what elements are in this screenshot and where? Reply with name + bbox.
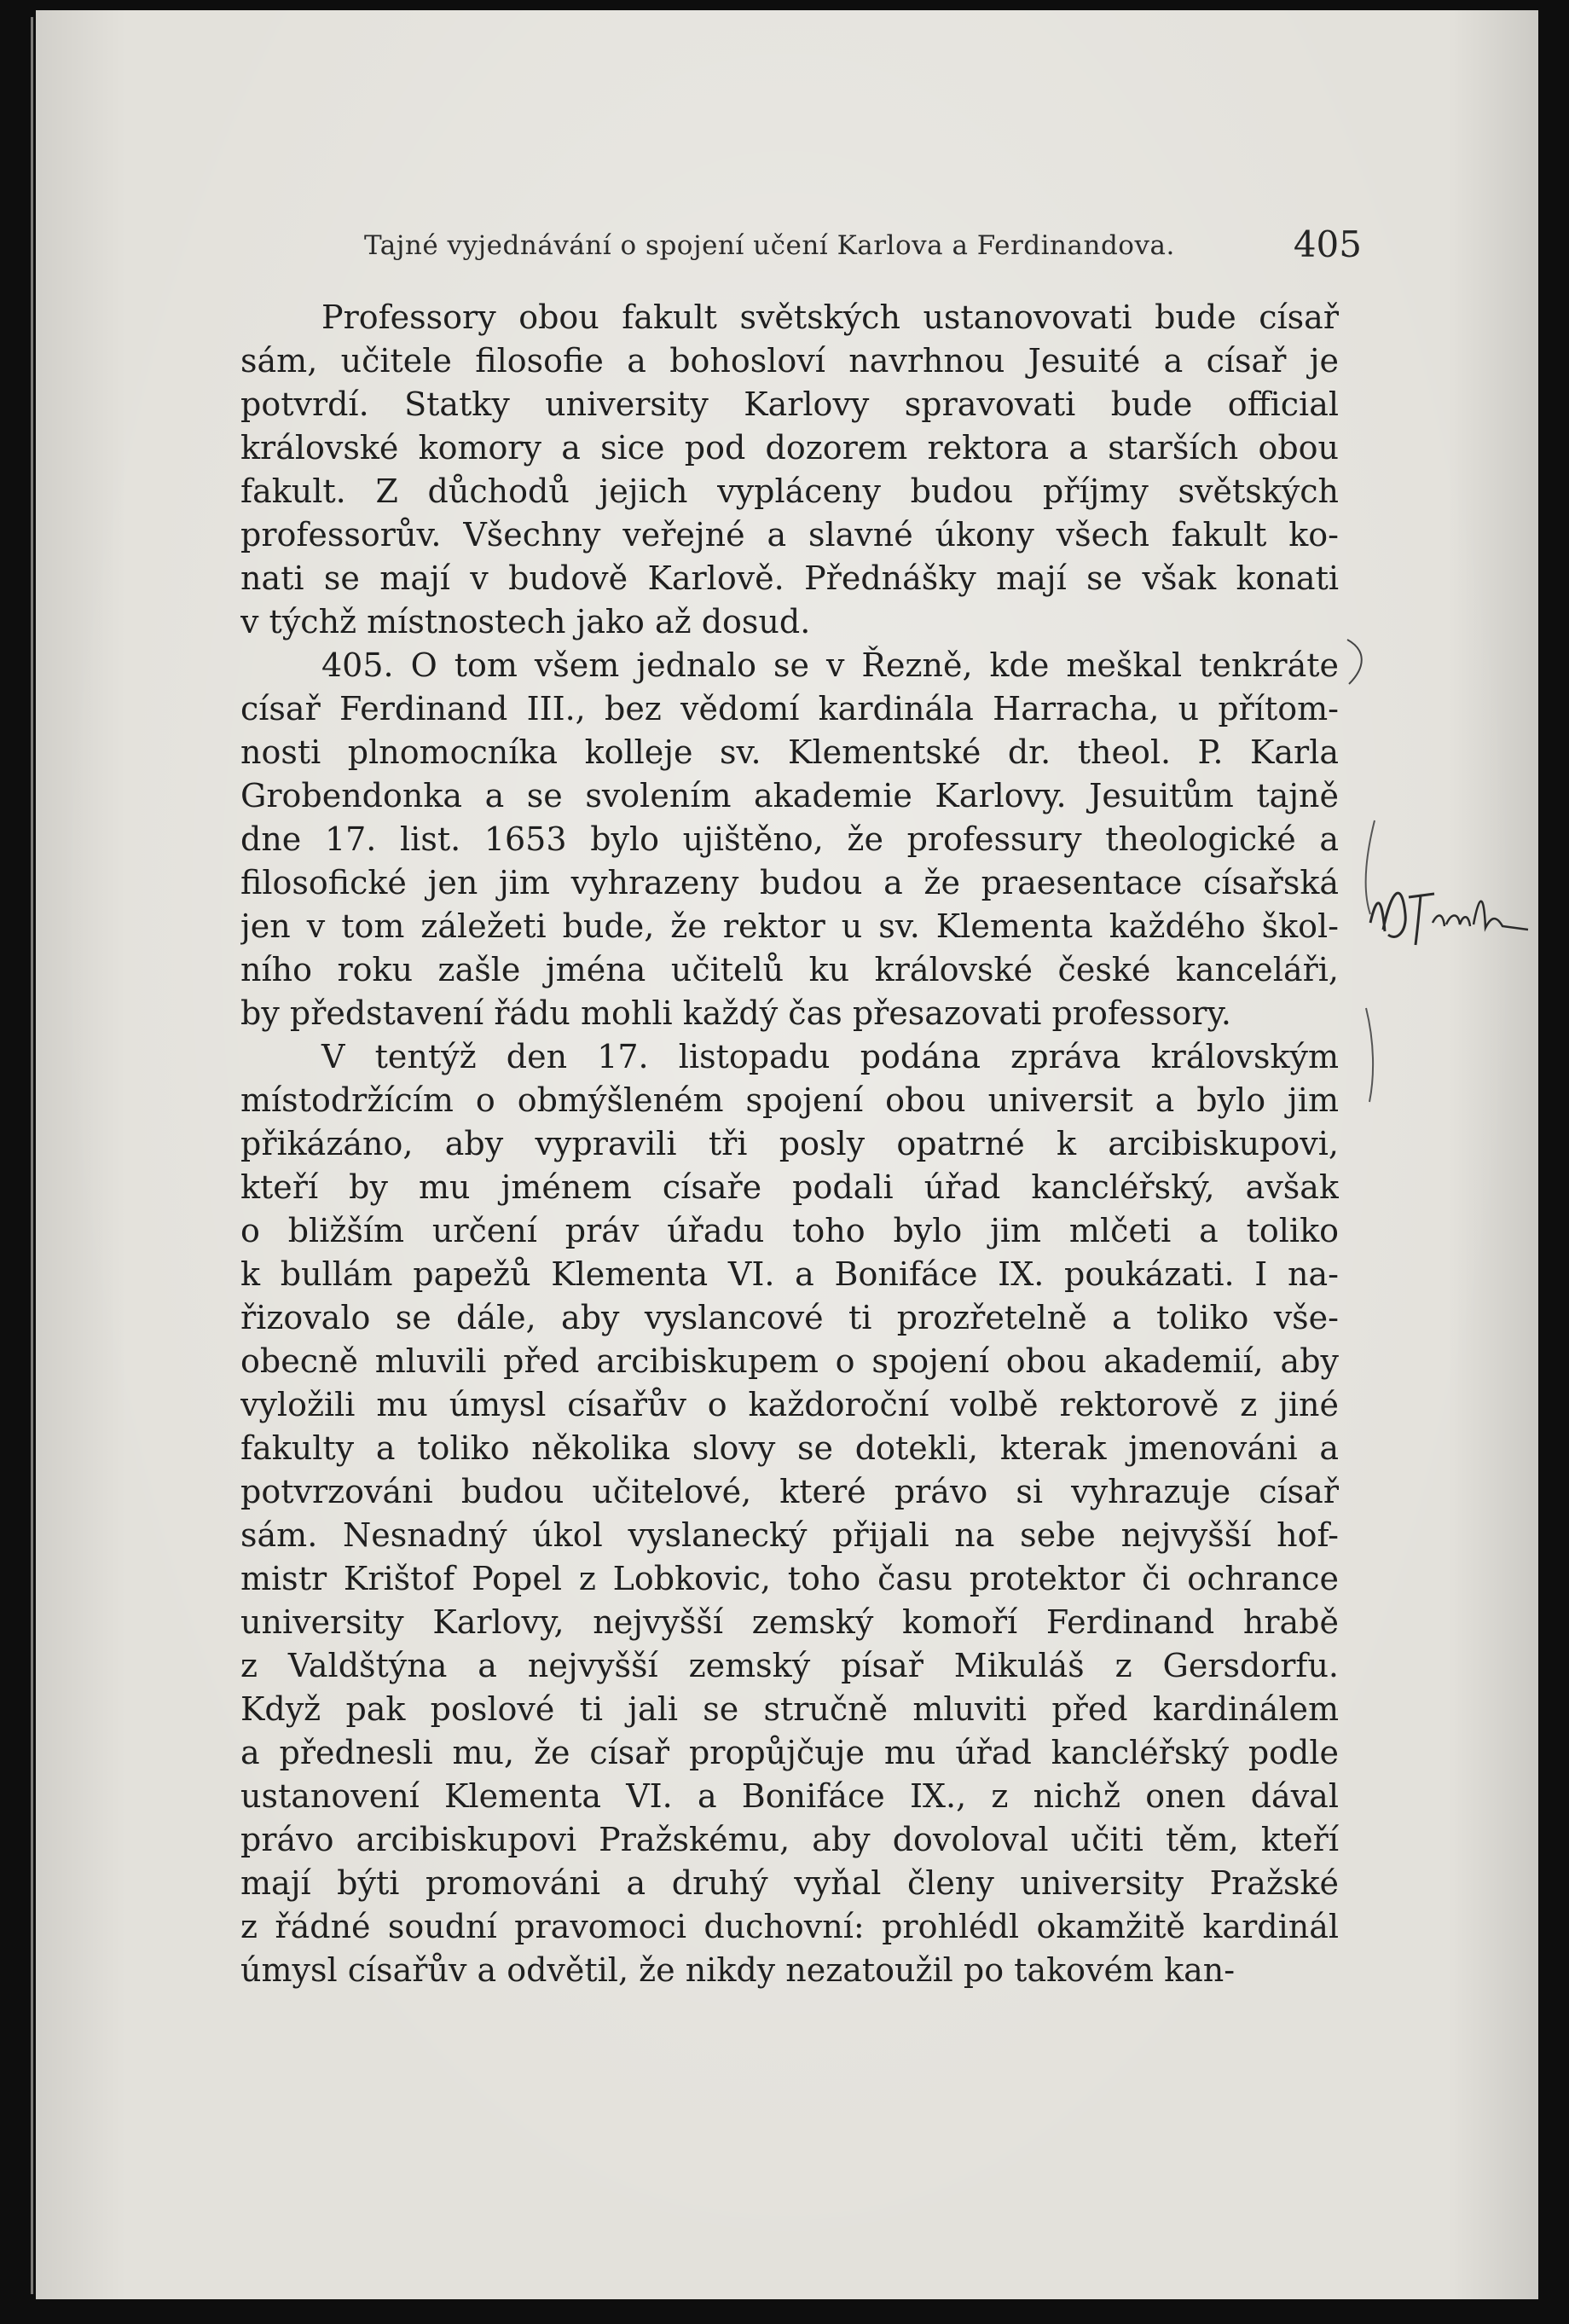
book-page bbox=[36, 10, 1538, 2299]
text-line: by představení řádu mohli každý čas přesazovati professory. bbox=[240, 994, 1231, 1032]
text-line: ustanovení Klementa VI. a Bonifáce IX., z nichž onen dával bbox=[240, 1777, 1339, 1815]
text-line: sám. Nesnadný úkol vyslanecký přijali na sebe nejvyšší hof- bbox=[240, 1516, 1339, 1554]
text-line: Když pak poslové ti jali se stručně mluviti před kardinálem bbox=[240, 1690, 1339, 1728]
text-line: císař Ferdinand III., bez vědomí kardinála Harracha, u přítom- bbox=[240, 690, 1339, 727]
text-line: přikázáno, aby vypravili tři posly opatrné k arcibiskupovi, bbox=[240, 1125, 1339, 1162]
handwritten-margin-note bbox=[1366, 863, 1537, 965]
text-line: Professory obou fakult světských ustanovovati bude císař bbox=[321, 298, 1339, 336]
text-line: university Karlovy, nejvyšší zemský komoří Ferdinand hrabě bbox=[240, 1603, 1339, 1641]
text-line: úmysl císařův a odvětil, že nikdy nezatoužil po takovém kan- bbox=[240, 1951, 1236, 1989]
text-line: kteří by mu jménem císaře podali úřad kancléřský, avšak bbox=[240, 1168, 1339, 1206]
text-line: právo arcibiskupovi Pražskému, aby dovoloval učiti těm, kteří bbox=[240, 1821, 1339, 1858]
text-line: fakulty a toliko několika slovy se dotekli, kterak jmenováni a bbox=[240, 1429, 1339, 1467]
text-line: potvrzováni budou učitelové, které právo si vyhrazuje císař bbox=[240, 1473, 1339, 1510]
text-line: jen v tom záležeti bude, že rektor u sv. Klementa každého škol- bbox=[240, 907, 1339, 945]
text-line: V tentýž den 17. listopadu podána zpráva královským bbox=[321, 1038, 1339, 1075]
text-line: mají býti promováni a druhý vyňal členy university Pražské bbox=[240, 1864, 1339, 1902]
text-line: řizovalo se dále, aby vyslancové ti prozřetelně a toliko vše- bbox=[240, 1299, 1339, 1336]
text-line: 405. O tom všem jednalo se v Řezně, kde meškal tenkráte bbox=[321, 646, 1339, 684]
text-line: mistr Krištof Popel z Lobkovic, toho času protektor či ochrance bbox=[240, 1560, 1339, 1597]
page-number: 405 bbox=[1293, 223, 1362, 265]
text-line: obecně mluvili před arcibiskupem o spojení obou akademií, aby bbox=[240, 1342, 1339, 1380]
text-line: sám, učitele filosofie a bohosloví navrhnou Jesuité a císař je bbox=[240, 342, 1339, 380]
body-text bbox=[240, 296, 1339, 1992]
text-line: vyložili mu úmysl císařův o každoroční volbě rektorově z jiné bbox=[240, 1386, 1339, 1423]
text-line: fakult. Z důchodů jejich vypláceny budou příjmy světských bbox=[240, 472, 1339, 510]
running-head bbox=[364, 223, 1362, 275]
text-line: nati se mají v budově Karlově. Přednášky mají se však konati bbox=[240, 559, 1339, 597]
text-line: ního roku zašle jména učitelů ku královské české kanceláři, bbox=[240, 951, 1339, 988]
text-line: a přednesli mu, že císař propůjčuje mu úřad kancléřský podle bbox=[240, 1734, 1339, 1771]
text-line: z řádné soudní pravomoci duchovní: prohlédl okamžitě kardinál bbox=[240, 1908, 1339, 1945]
text-line: filosofické jen jim vyhrazeny budou a že praesentace císařská bbox=[240, 864, 1339, 901]
text-line: o bližším určení práv úřadu toho bylo jim mlčeti a toliko bbox=[240, 1212, 1339, 1249]
text-line: místodržícím o obmýšleném spojení obou universit a bylo jim bbox=[240, 1081, 1339, 1119]
page-edge-line bbox=[31, 17, 33, 2294]
text-line: královské komory a sice pod dozorem rektora a starších obou bbox=[240, 429, 1339, 467]
text-line: dne 17. list. 1653 bylo ujištěno, že professury theologické a bbox=[240, 820, 1339, 858]
text-line: k bullám papežů Klementa VI. a Bonifáce IX. poukázati. I na- bbox=[240, 1255, 1339, 1293]
text-line: professorův. Všechny veřejné a slavné úkony všech fakult ko- bbox=[240, 516, 1339, 553]
text-line: z Valdštýna a nejvyšší zemský písař Mikuláš z Gersdorfu. bbox=[240, 1647, 1339, 1684]
running-title: Tajné vyjednávání o spojení učení Karlova a Ferdinandova. bbox=[364, 230, 1175, 261]
text-line: nosti plnomocníka kolleje sv. Klementské dr. theol. P. Karla bbox=[240, 733, 1339, 771]
text-line: Grobendonka a se svolením akademie Karlovy. Jesuitům tajně bbox=[240, 777, 1339, 814]
text-line: v týchž místnostech jako až dosud. bbox=[240, 603, 811, 640]
text-line: potvrdí. Statky university Karlovy spravovati bude official bbox=[240, 385, 1339, 423]
